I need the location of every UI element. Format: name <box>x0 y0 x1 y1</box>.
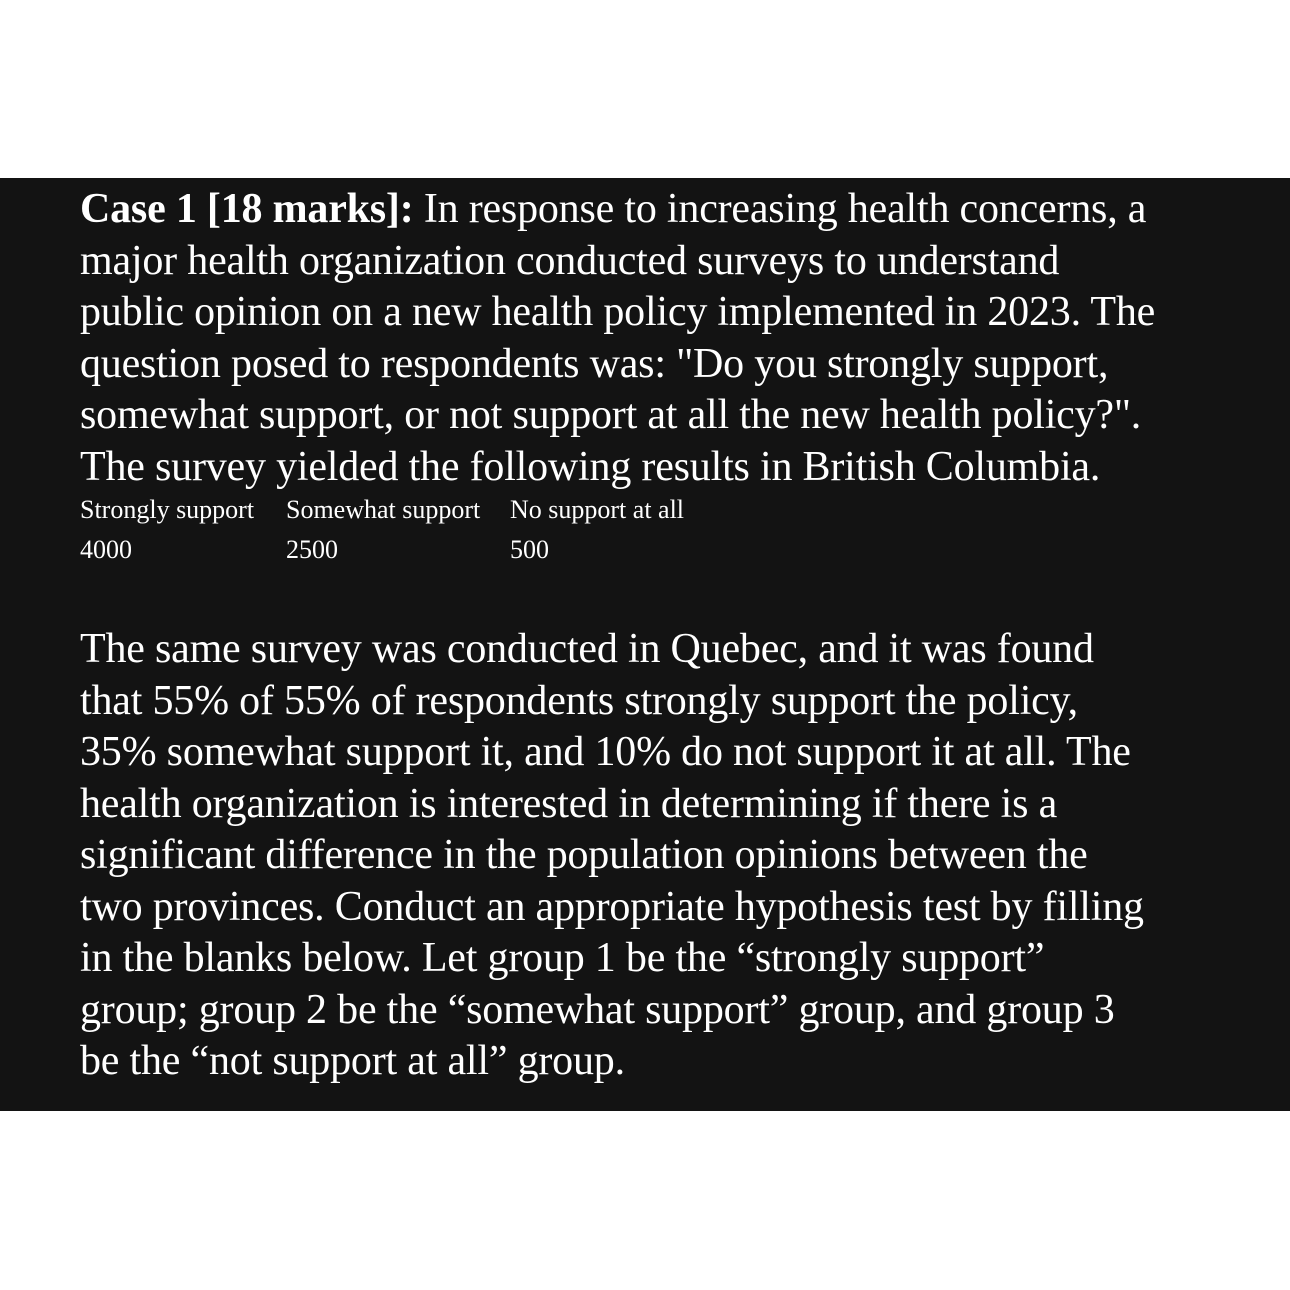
text-line: group; group 2 be the “somewhat support” group, and group 3 <box>80 986 1115 1033</box>
text-line: that 55% of 55% of respondents strongly support the policy, <box>80 677 1078 724</box>
text-line: somewhat support, or not support at all the new health policy?". <box>80 392 1142 438</box>
quebec-description <box>80 624 1260 1088</box>
text-line: health organization is interested in determining if there is a <box>80 780 1058 827</box>
table-value-cell: 500 <box>510 535 549 564</box>
question-panel <box>0 178 1290 1111</box>
text-line: in the blanks below. Let group 1 be the “strongly support” <box>80 935 1045 981</box>
table-header-cell: No support at all <box>510 495 685 524</box>
text-line: be the “not support at all” group. <box>80 1038 625 1084</box>
case-heading: Case 1 [18 marks]: <box>80 186 414 232</box>
text-line: major health organization conducted surveys to understand <box>80 237 1060 284</box>
case-description <box>80 184 1260 493</box>
table-value-cell: 2500 <box>286 535 338 564</box>
text-line: The same survey was conducted in Quebec, and it was found <box>80 626 1094 672</box>
table-header-cell: Somewhat support <box>286 495 481 524</box>
table-value-cell: 4000 <box>80 535 132 564</box>
text-line: question posed to respondents was: "Do you strongly support, <box>80 340 1109 387</box>
text-line: significant difference in the population opinions between the <box>80 832 1088 878</box>
text-line: public opinion on a new health policy implemented in 2023. The <box>80 289 1156 335</box>
text-line: The survey yielded the following results in British Columbia. <box>80 443 1101 490</box>
text-line: 35% somewhat support it, and 10% do not support it at all. The <box>80 729 1131 775</box>
text-line: two provinces. Conduct an appropriate hypothesis test by filling <box>80 883 1144 930</box>
text-line: Case 1 [18 marks]: In response to increasing health concerns, a <box>80 186 1147 232</box>
table-header-cell: Strongly support <box>80 495 255 524</box>
